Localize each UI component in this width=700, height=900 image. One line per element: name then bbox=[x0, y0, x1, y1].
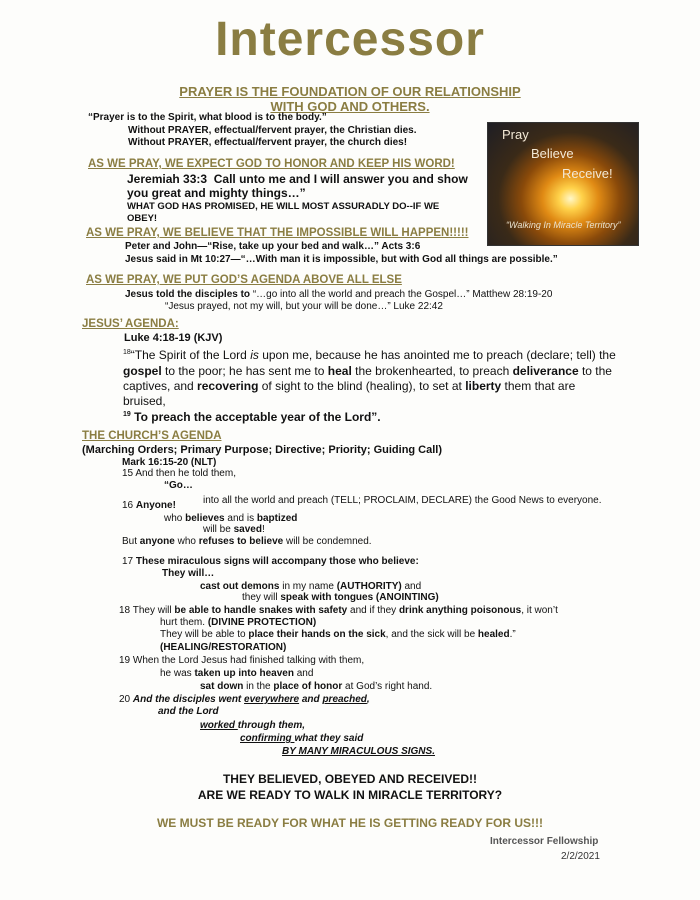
v19b bbox=[160, 668, 313, 679]
luke-ref: Luke 4:18-19 (KJV) bbox=[124, 332, 223, 344]
v15a: 15 And then he told them, bbox=[122, 468, 236, 479]
luke-line-1 bbox=[123, 348, 616, 362]
footer-org: Intercessor Fellowship bbox=[490, 836, 599, 847]
t: (AUTHORITY) bbox=[336, 581, 402, 592]
banner-believe: Believe bbox=[531, 146, 574, 161]
t: hurt them. bbox=[160, 617, 208, 628]
promise-note-2: OBEY! bbox=[127, 213, 158, 224]
t: , bbox=[366, 694, 370, 705]
closing-line-1: THEY BELIEVED, OBEYED AND RECEIVED!! bbox=[222, 772, 478, 786]
footer-date: 2/2/2021 bbox=[561, 851, 600, 862]
t: and if they bbox=[347, 605, 399, 616]
section-heading-jesus-agenda: JESUS’ AGENDA: bbox=[82, 318, 179, 330]
verse-ref: Jeremiah 33:3 bbox=[127, 172, 208, 186]
t: believes bbox=[185, 513, 225, 524]
t: in the bbox=[243, 681, 274, 692]
t: to the bbox=[578, 364, 612, 378]
t: is bbox=[250, 348, 259, 362]
page-title: Intercessor bbox=[215, 13, 485, 66]
section-heading-impossible: AS WE PRAY, WE BELIEVE THAT THE IMPOSSIBLE WILL HAPPEN!!!!! bbox=[86, 227, 469, 239]
verse-18-num: 18 bbox=[123, 349, 131, 356]
v17a bbox=[122, 556, 419, 567]
pray-believe-receive-banner bbox=[487, 122, 639, 246]
v16b bbox=[164, 513, 297, 524]
v20b: and the Lord bbox=[158, 706, 219, 717]
intro-line-2: Without PRAYER, effectual/fervent prayer, the church dies! bbox=[128, 137, 408, 148]
banner-receive: Receive! bbox=[562, 166, 613, 181]
t: and bbox=[293, 668, 314, 679]
t: deliverance bbox=[512, 364, 579, 378]
t: saved bbox=[233, 524, 262, 535]
t: will be condemned. bbox=[283, 536, 372, 547]
t: what they said bbox=[294, 733, 364, 744]
peter-john-line: Peter and John—“Rise, take up your bed and walk…” Acts 3:6 bbox=[125, 241, 421, 252]
t: refuses to believe bbox=[198, 536, 284, 547]
intro-quote: “Prayer is to the Spirit, what blood is to the body.” bbox=[88, 112, 327, 123]
t: and is bbox=[224, 513, 257, 524]
promise-note-1: WHAT GOD HAS PROMISED, HE WILL MOST ASSURADLY DO--IF WE bbox=[127, 201, 440, 212]
mark-ref: Mark 16:15-20 (NLT) bbox=[122, 457, 217, 468]
t: everywhere bbox=[244, 694, 300, 705]
t: To preach the acceptable year of the Lord”. bbox=[134, 410, 381, 424]
t: cast out demons bbox=[200, 581, 280, 592]
t: anyone bbox=[139, 536, 175, 547]
t: 18 They will bbox=[119, 605, 175, 616]
section-heading-agenda: AS WE PRAY, WE PUT GOD’S AGENDA ABOVE ALL ELSE bbox=[86, 274, 402, 286]
section-heading-church-agenda: THE CHURCH’S AGENDA bbox=[82, 430, 222, 442]
v16d bbox=[122, 536, 372, 547]
t: and bbox=[299, 694, 323, 705]
header-line-1: PRAYER IS THE FOUNDATION OF OUR RELATIONSHIP bbox=[179, 84, 521, 99]
jeremiah-cont: you great and mighty things…” bbox=[127, 186, 306, 200]
luke-22-line: “Jesus prayed, not my will, but your will be done…” Luke 22:42 bbox=[165, 301, 443, 312]
jeremiah-line bbox=[127, 172, 468, 186]
t: and bbox=[401, 581, 422, 592]
v18b bbox=[160, 617, 316, 628]
v18a bbox=[119, 605, 558, 616]
verse-19-num: 19 bbox=[123, 411, 131, 418]
v18c bbox=[160, 629, 516, 640]
section-heading-honor-word: AS WE PRAY, WE EXPECT GOD TO HONOR AND KEEP HIS WORD! bbox=[88, 158, 455, 170]
t: at God’s right hand. bbox=[342, 681, 433, 692]
v18d: (HEALING/RESTORATION) bbox=[160, 642, 287, 653]
t: 20 bbox=[119, 694, 133, 705]
t: they will bbox=[242, 592, 281, 603]
t: through them, bbox=[237, 720, 306, 731]
t: heal bbox=[327, 364, 352, 378]
t: who bbox=[174, 536, 199, 547]
banner-tagline: “Walking In Miracle Territory” bbox=[506, 220, 621, 230]
v17b: They will… bbox=[162, 568, 215, 579]
intro-line-1: Without PRAYER, effectual/fervent prayer, the Christian dies. bbox=[128, 125, 417, 136]
v19c bbox=[200, 681, 432, 692]
t: the brokenhearted, to preach bbox=[351, 364, 513, 378]
t: recovering bbox=[197, 379, 259, 393]
t: , and the sick will be bbox=[385, 629, 478, 640]
t: 17 bbox=[122, 556, 136, 567]
v16c bbox=[203, 524, 265, 535]
v16a bbox=[122, 500, 176, 511]
t: liberty bbox=[465, 379, 502, 393]
luke-verse-19 bbox=[123, 410, 381, 424]
t: These miraculous signs will accompany those who believe: bbox=[135, 556, 419, 567]
t: “The Spirit of the Lord bbox=[130, 348, 251, 362]
t: Anyone! bbox=[135, 500, 176, 511]
v20d bbox=[240, 733, 363, 744]
t: place their hands on the sick bbox=[248, 629, 386, 640]
v20e: BY MANY MIRACULOUS SIGNS. bbox=[282, 746, 435, 757]
t: And the disciples went bbox=[132, 694, 245, 705]
v19a: 19 When the Lord Jesus had finished talking with them, bbox=[119, 655, 365, 666]
t: taken up into heaven bbox=[194, 668, 294, 679]
t: preached bbox=[322, 694, 367, 705]
t: in my name bbox=[279, 581, 337, 592]
v17c bbox=[200, 581, 421, 592]
t: captives, and bbox=[123, 379, 198, 393]
luke-line-3 bbox=[123, 379, 575, 393]
t: will be bbox=[203, 524, 234, 535]
disciples-quote: “…go into all the world and preach the Gospel…” Matthew 28:19-20 bbox=[252, 289, 553, 300]
luke-line-4: bruised, bbox=[123, 394, 166, 408]
v15c: into all the world and preach (TELL; PROCLAIM, DECLARE) the Good News to everyone. bbox=[203, 495, 602, 506]
t: worked bbox=[200, 720, 238, 731]
t: sat down bbox=[200, 681, 244, 692]
header-line-2: WITH GOD AND OTHERS. bbox=[270, 99, 430, 114]
verse-text: Call unto me and I will answer you and show bbox=[213, 172, 468, 186]
closing-line-2: ARE WE READY TO WALK IN MIRACLE TERRITORY? bbox=[197, 788, 503, 802]
t: gospel bbox=[123, 364, 162, 378]
t: , it won’t bbox=[521, 605, 558, 616]
t: of sight to the blind (healing), to set at bbox=[258, 379, 466, 393]
t: drink anything poisonous bbox=[398, 605, 522, 616]
t: he was bbox=[160, 668, 195, 679]
disciples-bold: Jesus told the disciples to bbox=[125, 289, 251, 300]
t: 16 bbox=[122, 500, 136, 511]
church-sub: (Marching Orders; Primary Purpose; Directive; Priority; Guiding Call) bbox=[82, 444, 443, 456]
t: be able to handle snakes with safety bbox=[174, 605, 348, 616]
t: They will be able to bbox=[160, 629, 249, 640]
t: who bbox=[164, 513, 186, 524]
v20a bbox=[119, 694, 370, 705]
t: But bbox=[122, 536, 140, 547]
v20c bbox=[200, 720, 305, 731]
t: place of honor bbox=[273, 681, 343, 692]
t: speak with tongues (ANOINTING) bbox=[280, 592, 439, 603]
banner-pray: Pray bbox=[502, 127, 529, 142]
mt-line: Jesus said in Mt 10:27—“…With man it is impossible, but with God all things are possible.” bbox=[125, 254, 558, 265]
closing-line-3: WE MUST BE READY FOR WHAT HE IS GETTING READY FOR US!!! bbox=[156, 816, 543, 830]
disciples-line bbox=[125, 289, 552, 300]
t: them that are bbox=[501, 379, 576, 393]
t: upon me, because he has anointed me to preach (declare; tell) the bbox=[258, 348, 616, 362]
v17d bbox=[242, 592, 439, 603]
t: to the poor; he has sent me to bbox=[161, 364, 328, 378]
t: baptized bbox=[256, 513, 298, 524]
t: healed bbox=[477, 629, 510, 640]
v15b: “Go… bbox=[164, 480, 193, 491]
luke-line-2 bbox=[123, 364, 612, 378]
t: .” bbox=[509, 629, 516, 640]
t: (DIVINE PROTECTION) bbox=[207, 617, 317, 628]
t: confirming bbox=[240, 733, 295, 744]
t: ! bbox=[261, 524, 265, 535]
